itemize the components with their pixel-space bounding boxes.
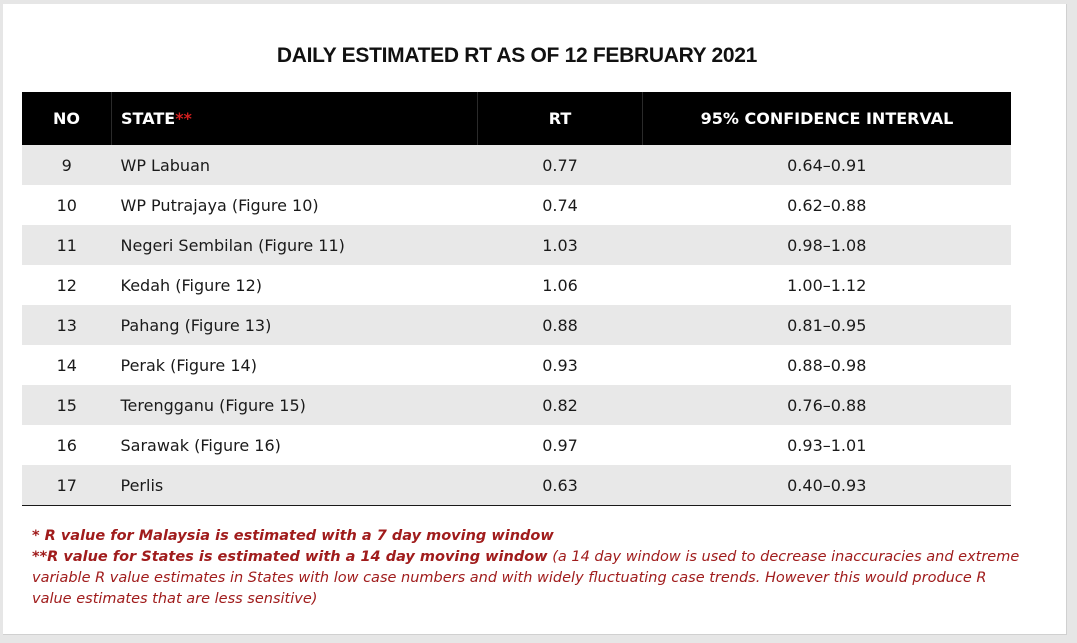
footnote-states bbox=[32, 547, 1022, 610]
header-row bbox=[22, 92, 1011, 145]
header-no: NO bbox=[22, 92, 112, 145]
cell-ci: 0.93–1.01 bbox=[643, 425, 1012, 465]
cell-ci: 0.64–0.91 bbox=[643, 145, 1012, 185]
cell-state: Perlis bbox=[112, 465, 478, 506]
cell-rt: 1.03 bbox=[478, 225, 643, 265]
table-row bbox=[22, 465, 1011, 506]
cell-ci: 1.00–1.12 bbox=[643, 265, 1012, 305]
header-state-marker: ** bbox=[175, 109, 192, 128]
cell-no: 9 bbox=[22, 145, 112, 185]
cell-rt: 0.63 bbox=[478, 465, 643, 506]
header-state bbox=[112, 92, 478, 145]
header-rt: RT bbox=[478, 92, 643, 145]
cell-no: 17 bbox=[22, 465, 112, 506]
table-row bbox=[22, 305, 1011, 345]
cell-no: 14 bbox=[22, 345, 112, 385]
cell-rt: 0.74 bbox=[478, 185, 643, 225]
cell-ci: 0.81–0.95 bbox=[643, 305, 1012, 345]
footnote-malaysia-text: * R value for Malaysia is estimated with a 7 day moving window bbox=[32, 528, 554, 544]
header-state-label: STATE bbox=[121, 109, 176, 128]
cell-rt: 0.93 bbox=[478, 345, 643, 385]
rt-table bbox=[22, 92, 1011, 506]
cell-no: 12 bbox=[22, 265, 112, 305]
cell-ci: 0.98–1.08 bbox=[643, 225, 1012, 265]
cell-state: Perak (Figure 14) bbox=[112, 345, 478, 385]
cell-no: 16 bbox=[22, 425, 112, 465]
cell-no: 10 bbox=[22, 185, 112, 225]
cell-ci: 0.76–0.88 bbox=[643, 385, 1012, 425]
table-row bbox=[22, 225, 1011, 265]
footnote-states-detail: (a 14 day window is used to decrease inaccuracies and extreme variable R value estimates in States with low case numbers and with widely fluctuating case trends. However this would produce R value estimates that are less sensitive) bbox=[32, 549, 1020, 607]
footnote-states-bold: **R value for States is estimated with a 14 day moving window bbox=[32, 549, 548, 565]
cell-no: 15 bbox=[22, 385, 112, 425]
table-row bbox=[22, 345, 1011, 385]
cell-state: Terengganu (Figure 15) bbox=[112, 385, 478, 425]
cell-no: 13 bbox=[22, 305, 112, 345]
table-row bbox=[22, 425, 1011, 465]
cell-rt: 0.82 bbox=[478, 385, 643, 425]
table-header bbox=[22, 92, 1011, 145]
cell-state: WP Labuan bbox=[112, 145, 478, 185]
table-row bbox=[22, 265, 1011, 305]
cell-state: WP Putrajaya (Figure 10) bbox=[112, 185, 478, 225]
cell-state: Kedah (Figure 12) bbox=[112, 265, 478, 305]
page-title: DAILY ESTIMATED RT AS OF 12 FEBRUARY 2021 bbox=[276, 44, 758, 67]
cell-state: Negeri Sembilan (Figure 11) bbox=[112, 225, 478, 265]
table-row bbox=[22, 185, 1011, 225]
table-row bbox=[22, 385, 1011, 425]
table-body bbox=[22, 145, 1011, 506]
footnotes bbox=[32, 526, 1022, 610]
cell-rt: 0.77 bbox=[478, 145, 643, 185]
slide bbox=[3, 4, 1067, 635]
footnote-malaysia bbox=[32, 526, 1022, 547]
cell-state: Sarawak (Figure 16) bbox=[112, 425, 478, 465]
cell-ci: 0.62–0.88 bbox=[643, 185, 1012, 225]
cell-rt: 0.88 bbox=[478, 305, 643, 345]
cell-ci: 0.40–0.93 bbox=[643, 465, 1012, 506]
cell-ci: 0.88–0.98 bbox=[643, 345, 1012, 385]
cell-no: 11 bbox=[22, 225, 112, 265]
table-row bbox=[22, 145, 1011, 185]
cell-rt: 1.06 bbox=[478, 265, 643, 305]
cell-state: Pahang (Figure 13) bbox=[112, 305, 478, 345]
cell-rt: 0.97 bbox=[478, 425, 643, 465]
header-ci: 95% CONFIDENCE INTERVAL bbox=[643, 92, 1012, 145]
